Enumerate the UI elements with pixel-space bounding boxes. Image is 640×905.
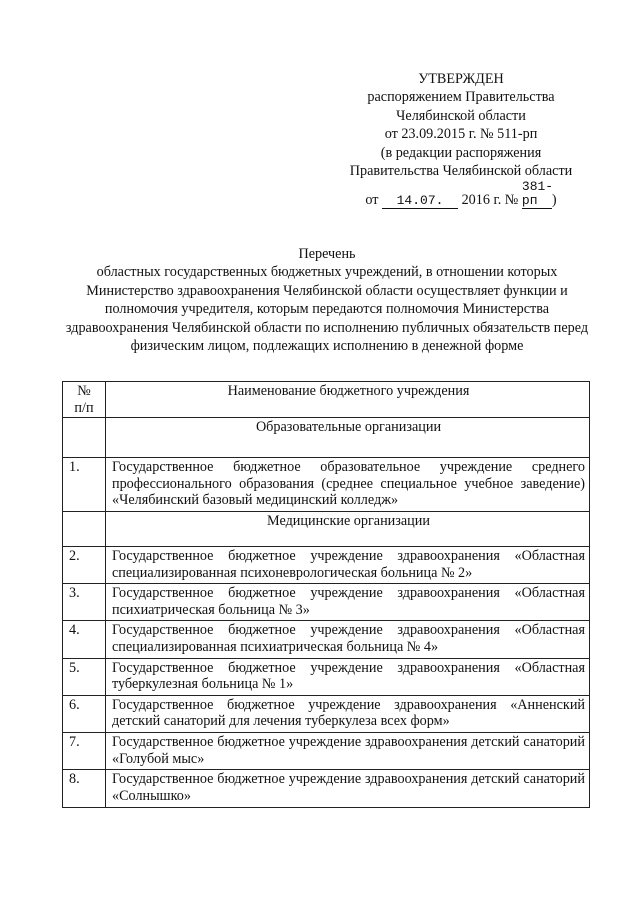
approval-line-4: (в редакции распоряжения [380, 144, 542, 161]
approval-line-3: от 23.09.2015 г. № 511-рп [384, 126, 538, 143]
section-num-cell [63, 511, 106, 546]
row-name: Государственное бюджетное образовательное учреждение среднего профессионального образования (среднее специальное учебное заведение) «Челябинский базовый медицинский колледж» [106, 458, 590, 512]
approval-title: УТВЕРЖДЕН [418, 71, 504, 87]
table-row [63, 584, 590, 621]
col-name-header: Наименование бюджетного учреждения [106, 382, 590, 418]
approval-block [330, 70, 592, 210]
row-name: Государственное бюджетное учреждение здравоохранения «Областная специализированная психоневрологическая больница № 2» [106, 546, 590, 583]
row-name: Государственное бюджетное учреждение здравоохранения детский санаторий «Голубой мыс» [106, 732, 590, 769]
table-row [63, 658, 590, 695]
row-name: Государственное бюджетное учреждение здравоохранения «Областная психиатрическая больница № 3» [106, 584, 590, 621]
col-num-line2: п/п [74, 399, 94, 416]
row-num: 7. [63, 732, 106, 769]
row-num: 4. [63, 621, 106, 658]
col-num-line1: № [77, 383, 91, 399]
date-suffix: 2016 г. № [461, 192, 519, 209]
document-heading [62, 245, 592, 355]
row-num: 1. [63, 458, 106, 512]
row-num: 6. [63, 695, 106, 732]
approval-line-1: распоряжением Правительства [367, 89, 555, 106]
heading-title: Перечень [298, 246, 356, 262]
row-num: 8. [63, 770, 106, 808]
closing-paren: ) [551, 192, 557, 209]
approval-line-5: Правительства Челябинской области [349, 163, 573, 180]
table-row [63, 732, 590, 769]
table-row [63, 695, 590, 732]
col-num-header [63, 382, 106, 418]
date-value: 14.07. [382, 194, 458, 209]
row-name: Государственное бюджетное учреждение здравоохранения «Областная туберкулезная больница № 1» [106, 658, 590, 695]
section-row [63, 418, 590, 458]
institutions-table [62, 381, 590, 808]
date-prefix: от [365, 192, 379, 209]
table-row [63, 621, 590, 658]
row-num: 5. [63, 658, 106, 695]
table-row [63, 770, 590, 808]
section-row [63, 511, 590, 546]
order-number: 381-рп [521, 179, 554, 209]
heading-subtitle: областных государственных бюджетных учреждений, в отношении которых Министерство здравоохранения Челябинской области осуществляет функции и полномочия учредителя, которым передаются полномочия Министерства здравоохранения Челябинской области по исполнению публичных обязательств перед физическим лицом, подлежащих исполнению в денежной форме [65, 264, 589, 355]
row-name: Государственное бюджетное учреждение здравоохранения «Областная специализированная психиатрическая больница № 4» [106, 621, 590, 658]
section-education: Образовательные организации [106, 418, 590, 458]
table-row [63, 546, 590, 583]
approval-line-2: Челябинской области [396, 107, 526, 124]
section-num-cell [63, 418, 106, 458]
approval-date-line [330, 180, 592, 209]
row-num: 3. [63, 584, 106, 621]
section-medical: Медицинские организации [106, 511, 590, 546]
table-row [63, 458, 590, 512]
row-name: Государственное бюджетное учреждение здравоохранения детский санаторий «Солнышко» [106, 770, 590, 808]
table-header-row [63, 382, 590, 418]
row-num: 2. [63, 546, 106, 583]
row-name: Государственное бюджетное учреждение здравоохранения «Анненский детский санаторий для лечения туберкулеза всех форм» [106, 695, 590, 732]
